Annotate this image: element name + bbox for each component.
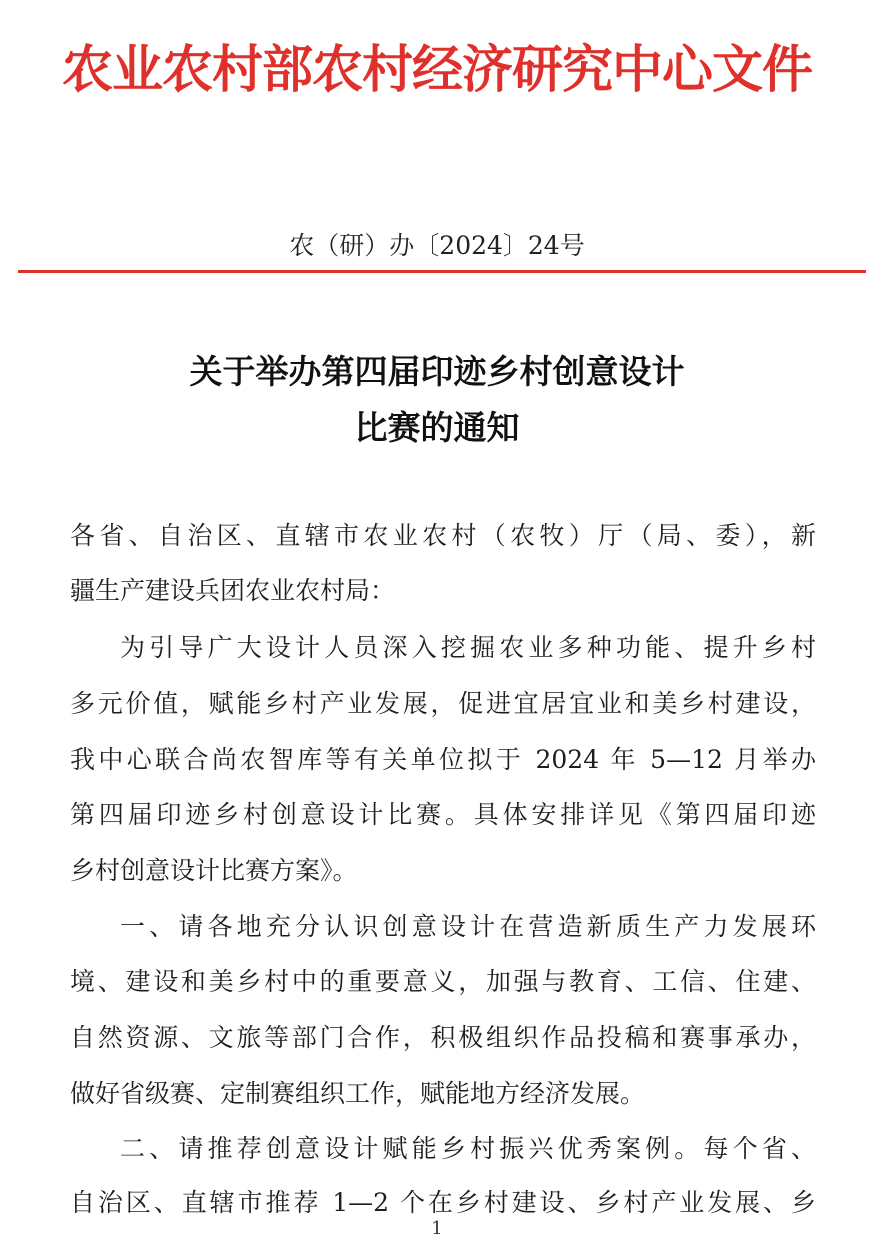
document-number: 农（研）办〔2024〕24号	[289, 231, 585, 260]
body-line-1: 各省、自治区、直辖市农业农村（农牧）厅（局、委），新	[70, 521, 816, 550]
body-line-9: 境、建设和美乡村中的重要意义，加强与教育、工信、住建、	[70, 967, 816, 996]
notice-title-line-2: 比赛的通知	[354, 408, 520, 447]
page-number: 1	[431, 1218, 443, 1239]
notice-title-line-1: 关于举办第四届印迹乡村创意设计	[189, 352, 685, 391]
body-line-12: 二、请推荐创意设计赋能乡村振兴优秀案例。每个省、	[120, 1134, 816, 1163]
body-line-8: 一、请各地充分认识创意设计在营造新质生产力发展环	[120, 912, 816, 941]
body-line-11: 做好省级赛、定制赛组织工作，赋能地方经济发展。	[70, 1079, 646, 1108]
body-line-10: 自然资源、文旅等部门合作，积极组织作品投稿和赛事承办，	[70, 1023, 816, 1052]
body-line-4: 多元价值，赋能乡村产业发展，促进宜居宜业和美乡村建设，	[70, 689, 816, 718]
body-line-7: 乡村创意设计比赛方案》。	[70, 856, 358, 885]
body-line-13: 自治区、直辖市推荐 1—2 个在乡村建设、乡村产业发展、乡	[70, 1188, 816, 1217]
body-line-2: 疆生产建设兵团农业农村局：	[70, 576, 396, 605]
header-divider-line	[18, 270, 866, 273]
document-header-title: 农业农村部农村经济研究中心文件	[61, 41, 812, 100]
body-line-3: 为引导广大设计人员深入挖掘农业多种功能、提升乡村	[120, 633, 816, 662]
body-line-5: 我中心联合尚农智库等有关单位拟于 2024 年 5—12 月举办	[70, 745, 816, 774]
body-line-6: 第四届印迹乡村创意设计比赛。具体安排详见《第四届印迹	[70, 800, 816, 829]
